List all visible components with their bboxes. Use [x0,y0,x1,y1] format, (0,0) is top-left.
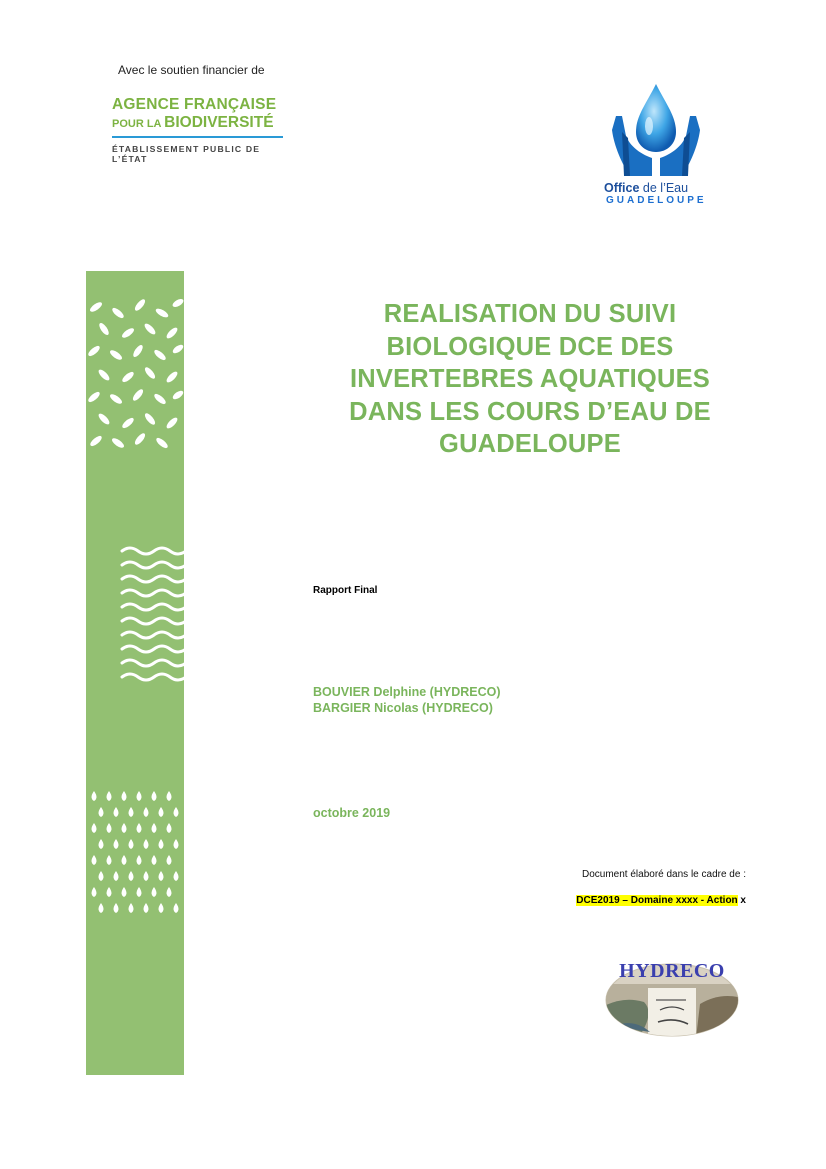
afb-logo-line2-main: BIODIVERSITÉ [164,114,274,131]
author-item: BARGIER Nicolas (HYDRECO) [313,701,493,715]
afb-logo-line2-prefix: POUR LA [112,118,165,130]
afb-logo [112,96,292,164]
report-title-line: INVERTEBRES AQUATIQUES [349,365,711,393]
author-item: BOUVIER Delphine (HYDRECO) [313,685,501,699]
leaves-pattern-icon [87,297,184,449]
drops-pattern-icon [92,791,179,913]
report-title [320,298,740,461]
report-type: Rapport Final [313,585,378,596]
report-date: octobre 2019 [313,806,391,820]
framework-reference-tail: x [737,895,746,906]
office-eau-de-leau: de l’Eau [639,181,689,195]
waves-pattern-icon [122,548,184,680]
sponsor-text: Avec le soutien financier de [118,63,265,77]
afb-logo-line2 [112,114,292,133]
hydreco-logo-name: HYDRECO [619,960,725,982]
office-eau-line1 [604,181,688,195]
report-title-line: DANS LES COURS D’EAU DE [349,397,711,426]
framework-reference [576,895,746,906]
framework-label: Document élaboré dans le cadre de : [582,869,746,880]
afb-logo-line1: AGENCE FRANÇAISE [112,96,277,113]
report-title-line: REALISATION DU SUIVI [383,300,677,328]
report-title-line: BIOLOGIQUE DCE DES [386,332,674,361]
band-pattern-icon [86,271,184,1075]
report-title-line: GUADELOUPE [439,430,621,458]
framework-reference-highlight: DCE2019 – Domaine xxxx - Action [576,895,738,906]
decorative-side-band [86,271,184,1075]
office-eau-office: Office [604,181,640,195]
authors [313,684,501,716]
afb-logo-line3: ÉTABLISSEMENT PUBLIC DE L’ÉTAT [112,144,261,164]
office-eau-line2: GUADELOUPE [606,195,707,206]
afb-logo-rule [112,136,283,138]
